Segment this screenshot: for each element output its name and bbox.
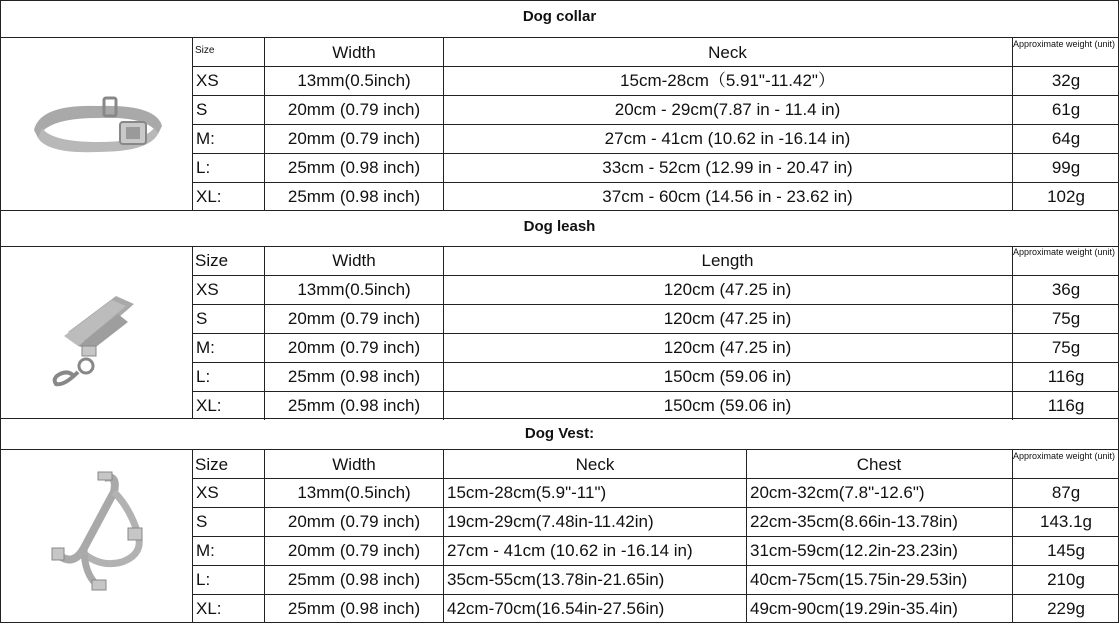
collar-neck-cell: 20cm - 29cm(7.87 in - 11.4 in) [614, 100, 841, 119]
width-header: Width [332, 455, 376, 474]
collar-width-cell: 20mm (0.79 inch) [287, 100, 421, 119]
leash-size-cell: S [196, 309, 208, 328]
vest-width-cell: 25mm (0.98 inch) [287, 570, 421, 589]
vest-weight-cell: 229g [1047, 599, 1085, 618]
border [0, 0, 1119, 1]
neck-header: Neck [708, 43, 747, 62]
vest-chest-cell: 20cm-32cm(7.8"-12.6") [750, 483, 925, 502]
border [0, 418, 1119, 419]
weight-header: Approximate weight (unit) [1013, 451, 1116, 461]
border [192, 37, 193, 210]
leash-width-cell: 25mm (0.98 inch) [287, 367, 421, 386]
dog-leash-photo [38, 288, 148, 396]
vest-neck-cell: 27cm - 41cm (10.62 in -16.14 in) [447, 541, 693, 560]
collar-neck-cell: 33cm - 52cm (12.99 in - 20.47 in) [602, 158, 853, 177]
dog-collar-photo [28, 90, 168, 156]
weight-header: Approximate weight (unit) [1013, 39, 1116, 49]
size-header: Size [195, 45, 215, 56]
vest-weight-cell: 145g [1047, 541, 1085, 560]
leash-weight-cell: 75g [1051, 309, 1081, 328]
collar-neck-cell: 27cm - 41cm (10.62 in -16.14 in) [604, 129, 851, 148]
collar-size-cell: L: [196, 158, 211, 177]
collar-width-cell: 20mm (0.79 inch) [287, 129, 421, 148]
collar-weight-cell: 32g [1051, 71, 1081, 90]
border [0, 210, 1119, 211]
leash-size-cell: M: [196, 338, 215, 357]
vest-size-cell: L: [196, 570, 211, 589]
collar-width-cell: 25mm (0.98 inch) [287, 187, 421, 206]
vest-neck-cell: 19cm-29cm(7.48in-11.42in) [447, 512, 654, 531]
collar-weight-cell: 64g [1051, 129, 1081, 148]
width-header: Width [332, 43, 376, 62]
vest-width-cell: 25mm (0.98 inch) [287, 599, 421, 618]
vest-width-cell: 20mm (0.79 inch) [287, 541, 421, 560]
border [264, 37, 265, 211]
collar-width-cell: 25mm (0.98 inch) [287, 158, 421, 177]
border [746, 449, 747, 623]
weight-header: Approximate weight (unit) [1013, 247, 1116, 257]
border [443, 37, 444, 211]
size-header: Size [195, 455, 229, 474]
collar-title: Dog collar [522, 8, 597, 25]
vest-chest-cell: 31cm-59cm(12.2in-23.23in) [750, 541, 958, 560]
vest-weight-cell: 143.1g [1040, 512, 1092, 531]
leash-weight-cell: 36g [1051, 280, 1081, 299]
border [0, 0, 1, 623]
vest-chest-cell: 40cm-75cm(15.75in-29.53in) [750, 570, 968, 589]
leash-length-cell: 120cm (47.25 in) [663, 280, 792, 299]
collar-size-cell: XL: [196, 187, 222, 206]
leash-size-cell: XS [196, 280, 219, 299]
leash-length-cell: 150cm (59.06 in) [663, 396, 792, 415]
border [443, 246, 444, 420]
leash-width-cell: 25mm (0.98 inch) [287, 396, 421, 415]
chest-header: Chest [856, 455, 902, 474]
collar-neck-cell: 37cm - 60cm (14.56 in - 23.62 in) [602, 187, 853, 206]
collar-size-cell: M: [196, 129, 215, 148]
collar-weight-cell: 61g [1051, 100, 1081, 119]
vest-size-cell: M: [196, 541, 215, 560]
border [264, 246, 265, 420]
vest-size-cell: XS [196, 483, 219, 502]
leash-length-cell: 150cm (59.06 in) [663, 367, 792, 386]
leash-width-cell: 20mm (0.79 inch) [287, 338, 421, 357]
border [192, 246, 193, 418]
vest-size-cell: XL: [196, 599, 222, 618]
collar-weight-cell: 99g [1051, 158, 1081, 177]
collar-weight-cell: 102g [1047, 187, 1085, 206]
border [1012, 449, 1013, 623]
leash-length-cell: 120cm (47.25 in) [663, 338, 792, 357]
leash-weight-cell: 75g [1051, 338, 1081, 357]
collar-neck-cell: 15cm-28cm（5.91"-11.42"） [620, 71, 835, 90]
collar-width-cell: 13mm(0.5inch) [297, 71, 411, 90]
collar-size-cell: XS [196, 71, 219, 90]
width-header: Width [332, 251, 376, 270]
border [443, 449, 444, 623]
leash-size-cell: L: [196, 367, 211, 386]
vest-weight-cell: 210g [1047, 570, 1085, 589]
border [264, 449, 265, 623]
leash-weight-cell: 116g [1047, 396, 1085, 415]
vest-size-cell: S [196, 512, 208, 531]
border [1012, 246, 1013, 420]
vest-neck-cell: 42cm-70cm(16.54in-27.56in) [447, 599, 665, 618]
vest-chest-cell: 49cm-90cm(19.29in-35.4in) [750, 599, 958, 618]
vest-neck-cell: 15cm-28cm(5.9"-11") [447, 483, 607, 502]
dog-vest-photo [44, 470, 148, 596]
border [1012, 37, 1013, 211]
length-header: Length [701, 251, 754, 270]
leash-size-cell: XL: [196, 396, 222, 415]
vest-weight-cell: 87g [1051, 483, 1081, 502]
vest-chest-cell: 22cm-35cm(8.66in-13.78in) [750, 512, 958, 531]
vest-title: Dog Vest: [524, 425, 595, 442]
size-header: Size [195, 251, 229, 270]
vest-width-cell: 20mm (0.79 inch) [287, 512, 421, 531]
leash-width-cell: 20mm (0.79 inch) [287, 309, 421, 328]
leash-width-cell: 13mm(0.5inch) [297, 280, 411, 299]
leash-title: Dog leash [523, 218, 596, 235]
leash-length-cell: 120cm (47.25 in) [663, 309, 792, 328]
neck-header: Neck [575, 455, 615, 474]
vest-width-cell: 13mm(0.5inch) [297, 483, 411, 502]
border [192, 449, 193, 623]
collar-size-cell: S [196, 100, 208, 119]
vest-neck-cell: 35cm-55cm(13.78in-21.65in) [447, 570, 665, 589]
leash-weight-cell: 116g [1047, 367, 1085, 386]
